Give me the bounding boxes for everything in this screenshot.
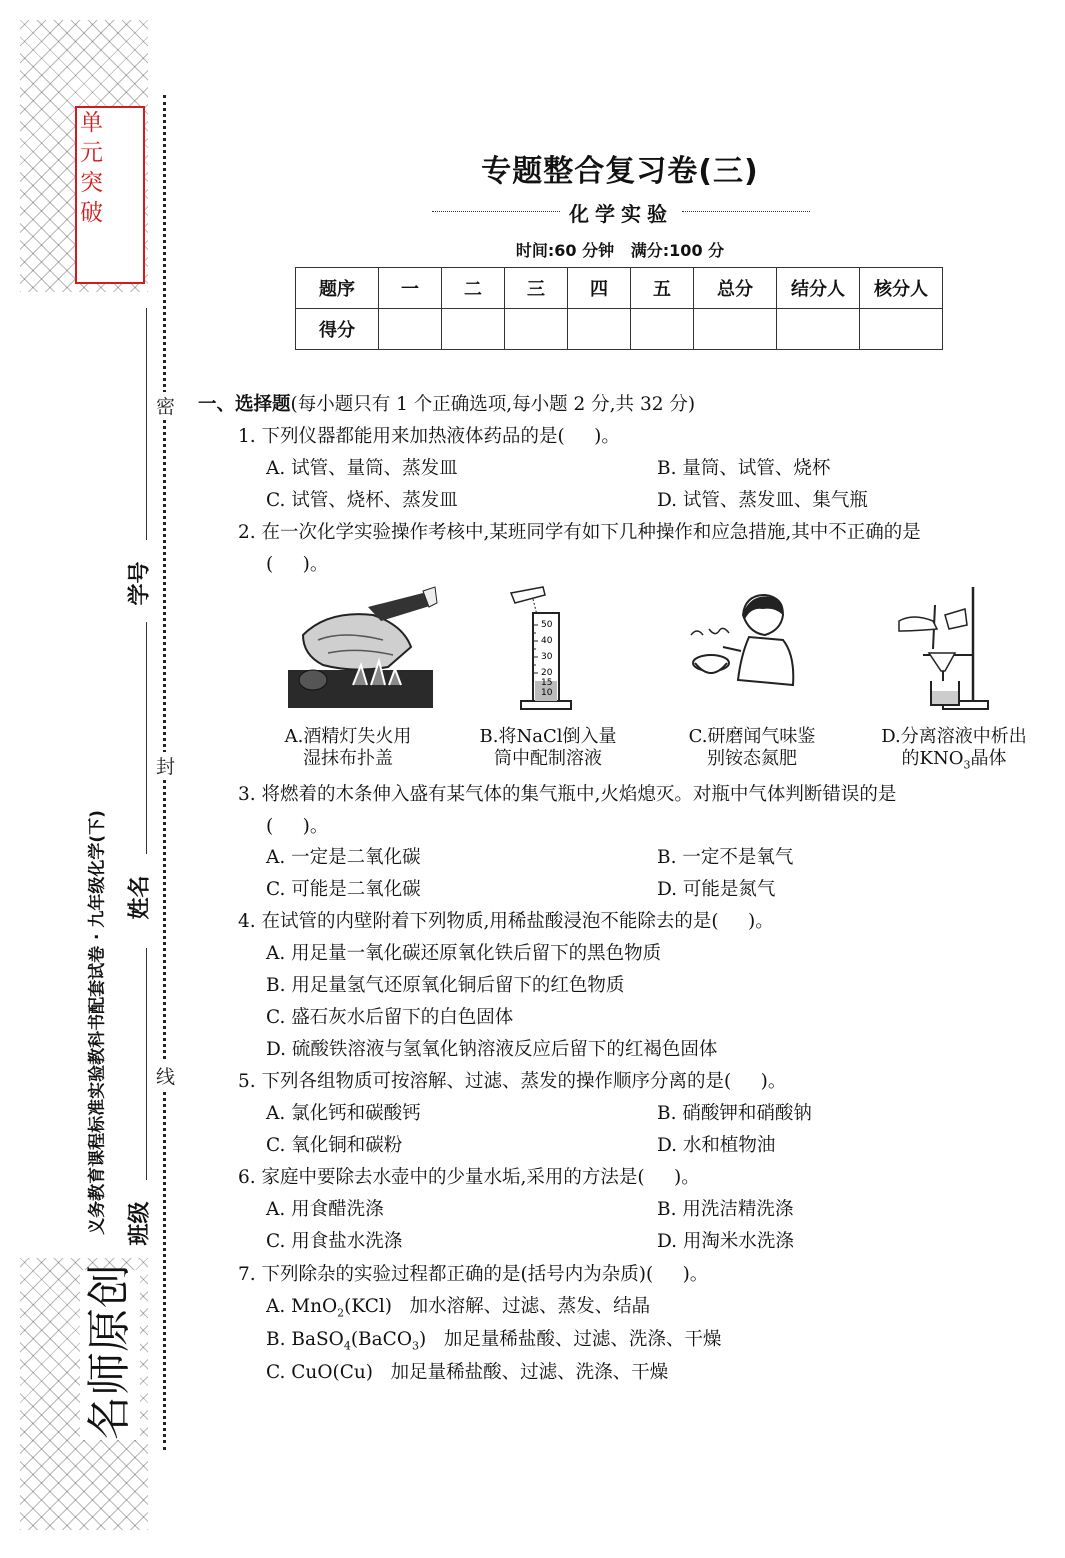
class-line (146, 948, 147, 1180)
score-header-cell: 一 (379, 268, 442, 309)
score-header-cell: 题序 (296, 268, 379, 309)
figure-b-caption: B.将NaCl倒入量 筒中配制溶液 (479, 726, 617, 769)
score-table-score-row (296, 309, 943, 350)
question-7-stem: 7. 下列除杂的实验过程都正确的是(括号内为杂质)( )。 (238, 1264, 709, 1285)
question-2-blank: ( )。 (266, 554, 329, 575)
section-heading: 一、选择题(每小题只有 1 个正确选项,每小题 2 分,共 32 分) (198, 394, 696, 415)
score-cell[interactable] (777, 309, 860, 350)
score-cell[interactable] (379, 309, 442, 350)
q6-option-c[interactable]: C. 用食盐水洗涤 (266, 1231, 403, 1252)
q1-option-c[interactable]: C. 试管、烧杯、蒸发皿 (266, 490, 458, 511)
student-id-label: 学号 (127, 561, 153, 606)
score-table-header-row (296, 268, 943, 309)
exam-meta: 时间:60 分钟 满分:100 分 (515, 241, 725, 260)
q6-option-b[interactable]: B. 用洗洁精洗涤 (657, 1199, 794, 1220)
series-label: 义务教育课程标准实验教科书配套试卷 · 九年级化学(下) (87, 810, 108, 1235)
question-5-stem: 5. 下列各组物质可按溶解、过滤、蒸发的操作顺序分离的是( )。 (238, 1071, 787, 1092)
q4-option-d[interactable]: D. 硫酸铁溶液与氢氧化钠溶液反应后留下的红褐色固体 (266, 1039, 718, 1060)
q3-option-c[interactable]: C. 可能是二氧化碳 (266, 879, 421, 900)
q5-option-d[interactable]: D. 水和植物油 (657, 1135, 776, 1156)
score-header-cell: 三 (505, 268, 568, 309)
q1-option-b[interactable]: B. 量筒、试管、烧杯 (657, 458, 831, 479)
score-header-cell: 结分人 (777, 268, 860, 309)
figure-d-caption: D.分离溶液中析出 的$KNO_3$晶体 (866, 726, 1042, 777)
svg-text:50: 50 (541, 620, 553, 630)
q5-option-a[interactable]: A. 氯化钙和碳酸钙 (266, 1103, 421, 1124)
q5-option-c[interactable]: C. 氧化铜和碳粉 (266, 1135, 403, 1156)
subtitle (432, 198, 810, 226)
score-cell[interactable] (694, 309, 777, 350)
class-label: 班级 (127, 1201, 153, 1246)
q6-option-d[interactable]: D. 用淘米水洗涤 (657, 1231, 794, 1252)
subtitle-right-rule (682, 211, 810, 212)
figure-c-caption: C.研磨闻气味鉴 别铵态氮肥 (688, 726, 816, 769)
seal-mark-xian: 线 (156, 1062, 175, 1089)
q3-option-a[interactable]: A. 一定是二氧化碳 (266, 847, 421, 868)
svg-text:20: 20 (541, 668, 553, 678)
name-line (146, 622, 147, 854)
score-header-cell: 四 (568, 268, 631, 309)
seal-mark-mi: 密 (156, 392, 175, 419)
question-2-stem: 2. 在一次化学实验操作考核中,某班同学有如下几种操作和应急措施,其中不正确的是 (238, 522, 921, 543)
score-cell[interactable] (442, 309, 505, 350)
svg-text:30: 30 (541, 652, 553, 662)
score-cell[interactable] (860, 309, 943, 350)
q7-option-b[interactable]: B. BaSO$_4$(BaCO$_3$) 加足量稀盐酸、过滤、洗涤、干燥 (266, 1329, 722, 1353)
question-3-stem: 3. 将燃着的木条伸入盛有某气体的集气瓶中,火焰熄灭。对瓶中气体判断错误的是 (238, 784, 897, 805)
score-row-label: 得分 (296, 309, 379, 350)
figure-d-filtration (893, 585, 993, 713)
q1-option-a[interactable]: A. 试管、量筒、蒸发皿 (266, 458, 458, 479)
subtitle-text: 化学实验 (569, 202, 673, 226)
score-header-cell: 核分人 (860, 268, 943, 309)
question-4-stem: 4. 在试管的内壁附着下列物质,用稀盐酸浸泡不能除去的是( )。 (238, 911, 774, 932)
figure-b-measuring-cylinder (493, 585, 593, 713)
q7-option-c[interactable]: C. CuO(Cu) 加足量稀盐酸、过滤、洗涤、干燥 (266, 1362, 669, 1383)
q7-option-a[interactable]: A. MnO$_2$(KCl) 加水溶解、过滤、蒸发、结晶 (266, 1296, 651, 1320)
subtitle-left-rule (432, 211, 560, 212)
page-title: 专题整合复习卷(三) (481, 154, 759, 189)
q6-option-a[interactable]: A. 用食醋洗涤 (266, 1199, 384, 1220)
score-cell[interactable] (568, 309, 631, 350)
seal-mark-feng: 封 (156, 752, 175, 779)
question-3-blank: ( )。 (266, 816, 329, 837)
q4-option-b[interactable]: B. 用足量氢气还原氧化铜后留下的红色物质 (266, 975, 625, 996)
q4-option-a[interactable]: A. 用足量一氧化碳还原氧化铁后留下的黑色物质 (266, 943, 662, 964)
figure-a-caption: A.酒精灯失火用 湿抹布扑盖 (284, 726, 412, 769)
svg-text:10: 10 (541, 688, 553, 698)
q3-option-b[interactable]: B. 一定不是氧气 (657, 847, 794, 868)
id-line (146, 308, 147, 540)
q4-option-c[interactable]: C. 盛石灰水后留下的白色固体 (266, 1007, 514, 1028)
figure-a-extinguish-lamp (283, 585, 438, 713)
score-cell[interactable] (631, 309, 694, 350)
score-cell[interactable] (505, 309, 568, 350)
unit-label: 单 元 突 破 (80, 110, 103, 226)
svg-text:15: 15 (541, 678, 553, 688)
q3-option-d[interactable]: D. 可能是氮气 (657, 879, 776, 900)
score-header-cell: 总分 (694, 268, 777, 309)
figure-c-smell-test (683, 585, 808, 713)
q5-option-b[interactable]: B. 硝酸钾和硝酸钠 (657, 1103, 812, 1124)
question-6-stem: 6. 家庭中要除去水壶中的少量水垢,采用的方法是( )。 (238, 1167, 700, 1188)
student-name-label: 姓名 (127, 875, 153, 920)
brand-logo: 名师原创 (80, 1270, 140, 1440)
svg-text:40: 40 (541, 636, 553, 646)
q1-option-d[interactable]: D. 试管、蒸发皿、集气瓶 (657, 490, 868, 511)
score-table (295, 267, 943, 350)
figure-d-caption-line2: 的$KNO_3$晶体 (901, 748, 1007, 772)
question-1-stem: 1. 下列仪器都能用来加热液体药品的是( )。 (238, 426, 620, 447)
score-header-cell: 二 (442, 268, 505, 309)
score-header-cell: 五 (631, 268, 694, 309)
